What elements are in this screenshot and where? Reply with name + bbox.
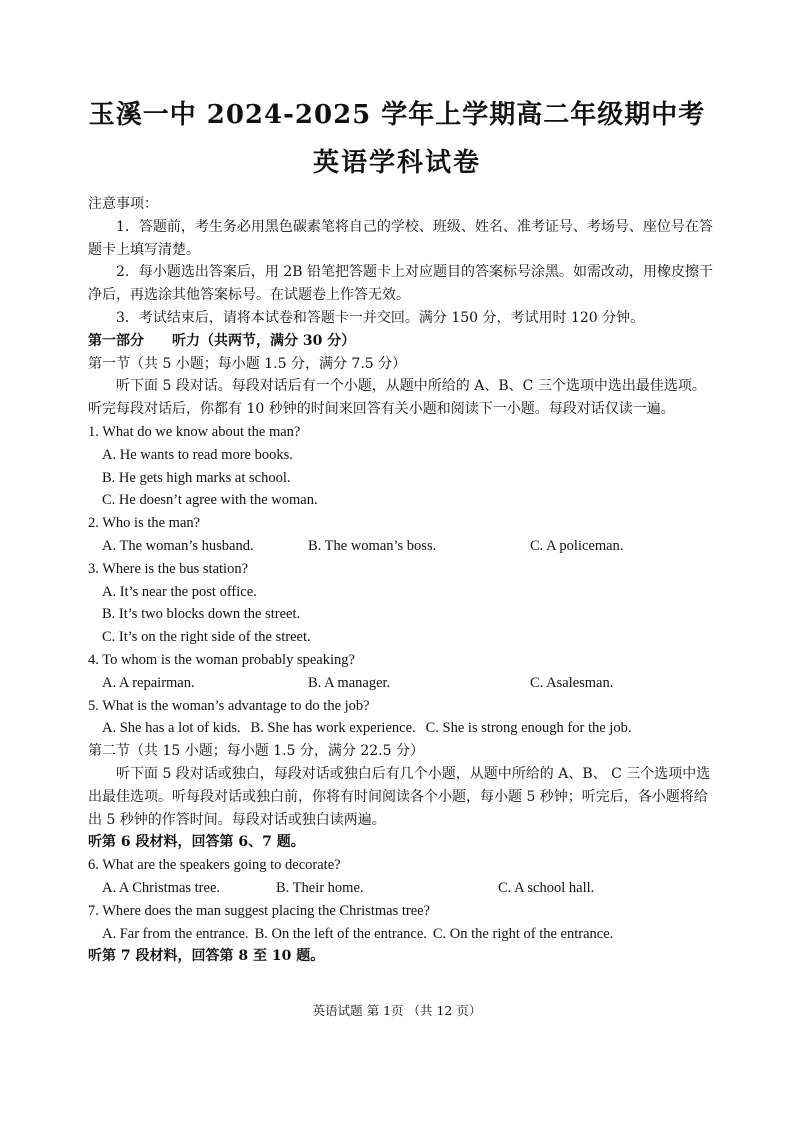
question-6-stem: 6. What are the speakers going to decorate? xyxy=(88,857,341,874)
section2-heading: 第二节（共 15 小题；每小题 1.5 分，满分 22.5 分） xyxy=(88,743,424,760)
question-5-options xyxy=(88,717,716,740)
question-4-option-a: A. A repairman. xyxy=(102,674,195,691)
question-4-options xyxy=(88,672,716,695)
question-1-option-b: B. He gets high marks at school. xyxy=(102,469,291,486)
notice-heading: 注意事项： xyxy=(88,196,158,212)
question-3-option-b: B. It’s two blocks down the street. xyxy=(102,606,301,623)
question-6-option-a: A. A Christmas tree. xyxy=(102,879,221,896)
exam-title: 玉溪一中 2024-2025 学年上学期高二年级期中考 xyxy=(88,100,706,130)
question-2-option-c: C. A policeman. xyxy=(530,537,624,554)
notice-item-2: 2．每小题选出答案后，用 2B 铅笔把答题卡上对应题目的答案标号涂黑。如需改动，用橡皮擦干净后，再选涂其他答案标号。在试题卷上作答无效。 xyxy=(88,264,714,304)
question-2-option-a: A. The woman’s husband. xyxy=(102,537,254,554)
notice-item-3: 3．考试结束后，请将本试卷和答题卡一并交回。满分 150 分，考试用时 120 分钟。 xyxy=(116,309,645,326)
notice-item-1: 1．答题前，考生务必用黑色碳素笔将自己的学校、班级、姓名、准考证号、考场号、座位号在答题卡上填写清楚。 xyxy=(88,218,713,258)
question-3-option-c: C. It’s on the right side of the street. xyxy=(102,629,311,646)
page-footer: 英语试题 第 1页 （共 12 页） xyxy=(312,1003,482,1018)
question-2-options xyxy=(88,535,716,558)
question-6-option-c: C. A school hall. xyxy=(498,879,595,896)
question-7-option-a: A. Far from the entrance. xyxy=(102,925,249,942)
question-6-option-b: B. Their home. xyxy=(276,879,364,896)
question-6-options xyxy=(88,877,716,900)
question-4-option-c: C. Asalesman. xyxy=(530,674,614,691)
part1-heading: 第一部分 听力（共两节，满分 30 分） xyxy=(88,332,356,349)
question-4-option-b: B. A manager. xyxy=(308,674,391,691)
question-4-stem: 4. To whom is the woman probably speaking? xyxy=(88,651,355,668)
question-3-stem: 3. Where is the bus station? xyxy=(88,560,249,577)
section1-heading: 第一节（共 5 小题；每小题 1.5 分，满分 7.5 分） xyxy=(88,355,407,372)
exam-body xyxy=(88,193,716,968)
material-6-heading: 听第 6 段材料，回答第 6、7 题。 xyxy=(88,834,305,851)
question-7-stem: 7. Where does the man suggest placing the Christmas tree? xyxy=(88,902,430,919)
question-7-option-c: C. On the right of the entrance. xyxy=(432,925,614,942)
question-5-stem: 5. What is the woman’s advantage to do the job? xyxy=(88,697,370,714)
material-7-heading: 听第 7 段材料，回答第 8 至 10 题。 xyxy=(88,948,325,965)
question-2-stem: 2. Who is the man? xyxy=(88,515,201,532)
exam-subject-title: 英语学科试卷 xyxy=(312,148,481,178)
question-2-option-b: B. The woman’s boss. xyxy=(308,537,437,554)
question-5-option-b: B. She has work experience. xyxy=(250,720,416,737)
question-1-option-a: A. He wants to read more books. xyxy=(102,446,293,463)
question-1-option-c: C. He doesn’t agree with the woman. xyxy=(102,492,318,509)
question-5-option-a: A. She has a lot of kids. xyxy=(102,720,241,737)
question-3-option-a: A. It’s near the post office. xyxy=(102,583,257,600)
section2-instructions: 听下面 5 段对话或独白，每段对话或独白后有几个小题，从题中所给的 A、B、 C 三个选项中选出最佳选项。听每段对话或独白前，你将有时间阅读各个小题，每小题 5 秒钟；听完后，各小题将给出 5 秒钟的作答时间。每段对话或独白读两遍。 xyxy=(88,765,711,828)
question-1-stem: 1. What do we know about the man? xyxy=(88,423,301,440)
question-7-option-b: B. On the left of the entrance. xyxy=(254,925,427,942)
question-7-options xyxy=(88,923,716,946)
section1-instructions: 听下面 5 段对话。每段对话后有一个小题，从题中所给的 A、B、C 三个选项中选出最佳选项。听完每段对话后，你都有 10 秒钟的时间来回答有关小题和阅读下一小题。每段对话仅读一遍。 xyxy=(88,378,706,418)
question-5-option-c: C. She is strong enough for the job. xyxy=(425,720,632,737)
